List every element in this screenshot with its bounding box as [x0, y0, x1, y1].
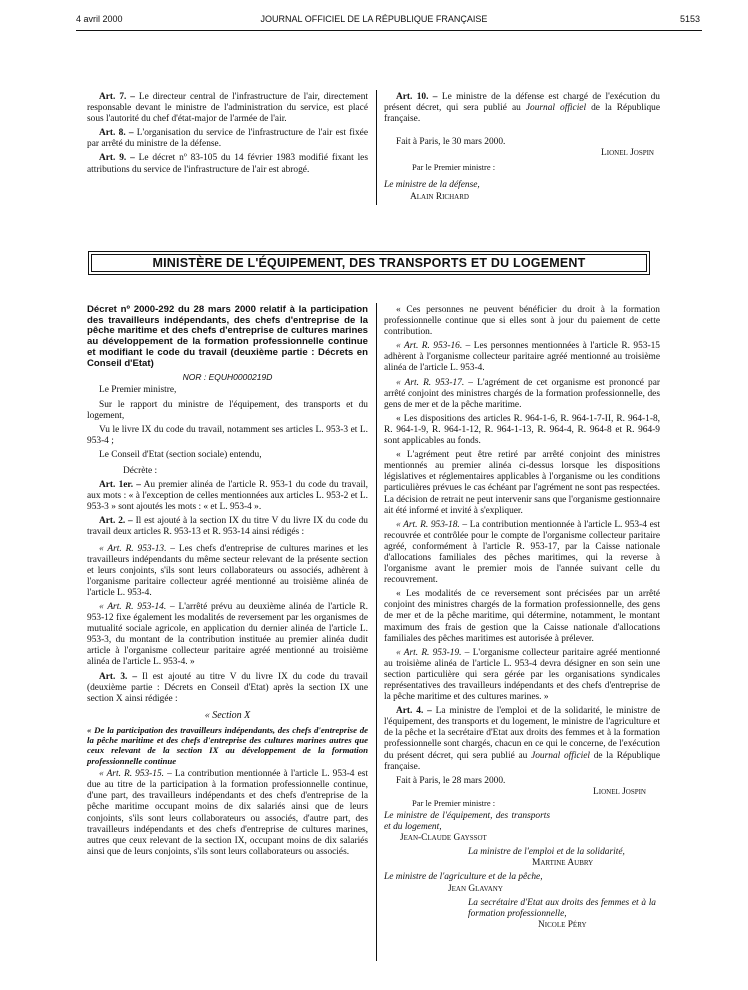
signature-preamble: Par le Premier ministre :: [412, 797, 496, 808]
minister-name: Martine Aubry: [532, 858, 594, 869]
article-r953-19: « Art. R. 953-19. – L'organisme collecteur paritaire agréé mentionné au troisième alinéa de l'article L. 953-4 devra désigner en son sein une section particulière qui sera gérée par les organisations syndicales représentatives des travailleurs indépendants et des chefs d'entreprise de la pêche maritime et des cultures marines. »: [384, 647, 660, 703]
article-text: Le décret nº 83-105 du 14 février 1983 modifié fixant les attributions du service de l'infrastructure de l'air est abrogé.: [87, 153, 368, 175]
section-heading: « Section X: [204, 709, 251, 721]
minister-name: Nicole Péry: [538, 919, 587, 930]
article-number: Art. 1er. –: [99, 480, 141, 491]
top-right-column: [384, 92, 660, 206]
article-8: [87, 128, 368, 150]
running-header: [0, 14, 748, 28]
left-main-column: [87, 305, 368, 861]
article-r953-13: « Art. R. 953-13. – Les chefs d'entreprise de cultures marines et les travailleurs indépendants du même secteur relevant de la présente section et leurs conjoints, s'ils sont leurs collaborateurs ou associés, adhèrent à l'organisme paritaire collecteur agréé mentionné au troisième alinéa de l'article L. 953-4.: [87, 543, 368, 598]
article-number: Art. 9. –: [99, 153, 135, 164]
header-date: 4 avril 2000: [76, 14, 123, 24]
article-number: Art. 3. –: [99, 671, 138, 682]
article-number: Art. 10. –: [396, 92, 438, 102]
main-column-divider: [376, 303, 377, 961]
decrete-heading: Décrète :: [123, 465, 158, 476]
article-3: Art. 3. – Il est ajouté au titre V du livre IX du code du travail (deuxième partie : Décrets en Conseil d'Etat) après la section IX une section X ainsi rédigée :: [87, 671, 369, 704]
article-9: [87, 153, 368, 175]
minister-title: Le ministre de l'équipement, des transports et du logement,: [384, 810, 550, 833]
signature-date: Fait à Paris, le 30 mars 2000.: [396, 137, 506, 148]
article-2: Art. 2. – Il est ajouté à la section IX du titre V du livre IX du code du travail deux articles R. 953-13 et R. 953-14 ainsi rédigés :: [87, 516, 368, 538]
article-4: Art. 4. – La ministre de l'emploi et de la solidarité, le ministre de l'équipement, des transports et du logement, le ministre de l'agriculture et de la pêche et la secrétaire d'Etat aux droits des femmes et à la formation professionnelle sont chargés, chacun en ce qui le concerne, de l'exécution du présent décret, qui sera publié au Journal officiel de la République française.: [384, 706, 660, 772]
article-text: L'organisation du service de l'infrastructure de l'air est fixée par arrêté du ministre de la défense.: [87, 128, 368, 150]
paragraph: « L'agrément peut être retiré par arrêté conjoint des ministres mentionnés au premier alinéa ci-dessus lorsque les dispositions législatives et réglementaires applicables à l'organisme ou les conditions particulières prévues le cas échéant par l'agrément ne sont pas respectées. La décision de retrait ne peut intervenir sans que l'organisme gestionnaire ait été informé et invité à s'expliquer.: [384, 450, 660, 516]
article-number: Art. 8. –: [99, 128, 134, 139]
article-r953-18: « Art. R. 953-18. – La contribution mentionnée à l'article L. 953-4 est recouvrée et contrôlée pour le compte de l'organisme collecteur paritaire agréé, conformément à l'article R. 953-17, par la Caisse nationale d'allocations familiales des pêches maritimes, qui la reverse à l'organisme avant le premier mois de l'année suivant celle du recouvrement.: [384, 519, 660, 586]
article-number: Art. 4. –: [396, 706, 432, 717]
ministry-heading: MINISTÈRE DE L'ÉQUIPEMENT, DES TRANSPORTS ET DU LOGEMENT: [91, 254, 647, 272]
paragraph: « Les modalités de ce reversement sont précisées par un arrêté conjoint des ministres chargés de la formation professionnelle, des gens de mer et de la pêche maritime, qui détermine, notamment, le montant maximum des frais de gestion que la Caisse nationale d'allocations familiales des pêches maritimes est autorisée à prélever.: [384, 589, 660, 644]
header-rule: [76, 30, 702, 31]
article-number: Art. 2. –: [99, 516, 133, 527]
minister-name: Jean-Claude Gayssot: [400, 833, 487, 844]
decree-title: Décret nº 2000-292 du 28 mars 2000 relatif à la participation des travailleurs indépendants, des chefs d'entreprise de la pêche maritime et des chefs d'entreprise de cultures marines au développement de la formation professionnelle continue et modifiant le code du travail (deuxième partie : Décrets en Conseil d'Etat): [87, 304, 368, 369]
header-page-number: 5153: [679, 14, 700, 24]
minister-title: Le ministre de la défense,: [384, 180, 480, 191]
minister-name: Jean Glavany: [448, 883, 503, 894]
signatory-name: Lionel Jospin: [601, 148, 654, 159]
paragraph: « Les dispositions des articles R. 964-1-6, R. 964-1-7-II, R. 964-1-8, R. 964-1-9, R. 964-1-12, R. 964-1-13, R. 964-4, R. 964-8 et R. 964-9 sont applicables au fonds.: [384, 413, 660, 447]
article-7: [87, 92, 368, 125]
minister-name: Alain Richard: [410, 191, 469, 202]
minister-title: Le ministre de l'agriculture et de la pêche,: [384, 872, 543, 883]
article-number: Art. 7. –: [99, 92, 135, 102]
top-left-column: [87, 92, 368, 179]
article-1: Art. 1er. – Au premier alinéa de l'article R. 953-1 du code du travail, aux mots : « à l'exception de celles mentionnées aux articles L. 953-2 et L. 953-3 » sont ajoutés les mots : « et L. 953-4 ».: [87, 480, 368, 513]
minister-title: La ministre de l'emploi et de la solidarité,: [468, 847, 625, 858]
signatory-name: Lionel Jospin: [593, 786, 646, 797]
paragraph: Sur le rapport du ministre de l'équipement, des transports et du logement,: [87, 399, 368, 421]
article-text: Le directeur central de l'infrastructure de l'air, directement responsable devant le ministre de l'administration du service, est placé sous l'autorité du chef d'état-major de l'armée de l'air.: [87, 92, 368, 125]
header-journal-title: JOURNAL OFFICIEL DE LA RÉPUBLIQUE FRANÇAISE: [260, 14, 488, 24]
signature-preamble: Par le Premier ministre :: [412, 162, 496, 173]
paragraph: Vu le livre IX du code du travail, notamment ses articles L. 953-3 et L. 953-4 ;: [87, 424, 368, 446]
paragraph: « Ces personnes ne peuvent bénéficier du droit à la formation professionnelle continue que si elles sont à jour du paiement de cette contribution.: [384, 305, 660, 338]
ministry-heading-box: [88, 251, 650, 275]
signature-date: Fait à Paris, le 28 mars 2000.: [396, 775, 506, 786]
right-main-column: [384, 305, 660, 934]
article-10: Art. 10. – Le ministre de la défense est chargé de l'exécution du présent décret, qui sera publié au Journal officiel de la République française.: [384, 92, 660, 125]
top-column-divider: [376, 90, 377, 205]
section-title: « De la participation des travailleurs indépendants, des chefs d'entreprise de la pêche maritime et des chefs d'entreprise des cultures marines autres que ceux relevant de la section IX au développement de la formation professionnelle continue: [87, 724, 368, 766]
article-r953-14: « Art. R. 953-14. – L'arrêté prévu au deuxième alinéa de l'article R. 953-12 fixe également les modalités de reversement par les organismes de mutualité sociale agricole, en application du dernier alinéa de l'article L. 953-3, du montant de la contribution instituée au premier alinéa dudit article à l'organisme collecteur paritaire agréé mentionné au troisième alinéa de l'article L. 953-4. »: [87, 602, 368, 668]
article-r953-17: « Art. R. 953-17. – L'agrément de cet organisme est prononcé par arrêté conjoint des ministres chargés de la formation professionnelle, des gens de mer et de la pêche maritime.: [384, 377, 660, 410]
article-r953-15: « Art. R. 953-15. – La contribution mentionnée à l'article L. 953-4 est due au titre de la participation à la formation professionnelle continue, d'une part, des travailleurs indépendants et des chefs d'entreprise de la pêche maritime occupant moins de dix salariés ainsi que de leurs conjoints, s'ils sont leurs collaborateurs ou associés, d'autre part, des travailleurs indépendants et des chefs d'entreprise de cultures marines, autres que ceux relevant de la section IX, occupant moins de dix salariés ainsi que de leurs conjoints, s'ils sont leurs collaborateurs ou associés.: [87, 769, 368, 857]
nor-reference: NOR : EQUH0000219D: [182, 372, 273, 383]
article-r953-16: « Art. R. 953-16. – Les personnes mentionnées à l'article R. 953-15 adhèrent à l'organisme collecteur paritaire agréé mentionné au troisième alinéa de l'article L. 953-4.: [384, 341, 660, 374]
paragraph: Le Conseil d'Etat (section sociale) entendu,: [99, 449, 262, 460]
minister-title: La secrétaire d'Etat aux droits des femmes et à la formation professionnelle,: [468, 897, 656, 919]
paragraph: Le Premier ministre,: [99, 385, 177, 396]
